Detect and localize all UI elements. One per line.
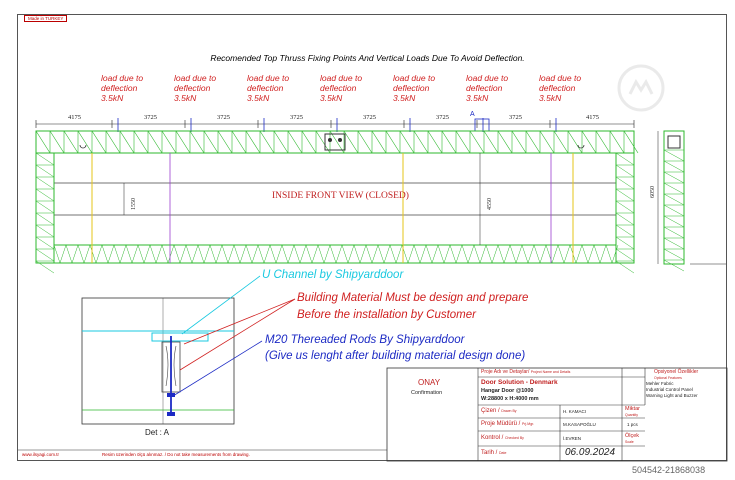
load-annotation: load due to deflection 3.5kN bbox=[539, 73, 582, 103]
project-name: Door Solution - Denmark bbox=[481, 379, 558, 386]
spacing-dimension: 3725 bbox=[144, 114, 157, 121]
option-item: Mehler Fabric bbox=[646, 381, 674, 386]
spacing-dimension: 3725 bbox=[217, 114, 230, 121]
spacing-dimension: 3725 bbox=[363, 114, 376, 121]
load-annotation: load due to deflection 3.5kN bbox=[247, 73, 290, 103]
front-view-label: INSIDE FRONT VIEW (CLOSED) bbox=[272, 191, 409, 201]
scale-label: Ölçek Scale bbox=[625, 433, 640, 444]
date-value: 06.09.2024 bbox=[565, 447, 616, 458]
pm-label: Proje Müdürü / Prj.Mgr. bbox=[481, 421, 535, 427]
building-material-note-1: Building Material Must be design and prepare bbox=[297, 292, 529, 304]
qty-label: Miktar Quantity bbox=[625, 406, 640, 417]
load-annotation: load due to deflection 3.5kN bbox=[101, 73, 144, 103]
project-label: Proje Adı ve Detaylar/ Project Name and Details bbox=[481, 369, 571, 375]
height-dimension: 4550 bbox=[487, 198, 493, 210]
qty-value: 1 pcs bbox=[627, 422, 638, 427]
load-annotation: load due to deflection 3.5kN bbox=[393, 73, 436, 103]
building-material-note-2: Before the installation by Customer bbox=[297, 309, 476, 321]
drawing-headline: Recomended Top Thruss Fixing Points And Vertical Loads Due To Avoid Deflection. bbox=[210, 53, 525, 63]
height-dimension: 6050 bbox=[650, 186, 656, 198]
checked-by-value: İ.EVREN bbox=[563, 436, 582, 441]
height-dimension: 1550 bbox=[131, 198, 137, 210]
rods-note-2: (Give us lenght after building material design done) bbox=[265, 350, 526, 362]
confirmation-label: Confirmation bbox=[411, 390, 443, 396]
pm-value: M.KASAPOĞLU bbox=[563, 422, 596, 427]
load-annotation: load due to deflection 3.5kN bbox=[320, 73, 363, 103]
load-annotation: load due to deflection 3.5kN bbox=[466, 73, 509, 103]
footer-url: www.ilsyagi.com.tr bbox=[22, 452, 60, 457]
spacing-dimension: 3725 bbox=[290, 114, 303, 121]
date-label: Tarih / Date bbox=[481, 450, 507, 456]
load-annotation: load due to deflection 3.5kN bbox=[174, 73, 217, 103]
rods-note-1: M20 Thereaded Rods By Shipyarddoor bbox=[265, 334, 465, 346]
detail-label: Det : A bbox=[145, 428, 170, 437]
spacing-dimension: 4175 bbox=[586, 114, 599, 121]
footer-note: Resim üzerinden ölçü alınmaz. / Do not take measurements from drawing. bbox=[102, 452, 250, 457]
spacing-dimension: 3725 bbox=[509, 114, 522, 121]
detail-marker: A bbox=[470, 111, 475, 118]
spacing-dimension: 4175 bbox=[68, 114, 81, 121]
spacing-dimension: 3725 bbox=[436, 114, 449, 121]
drawn-by-label: Çizen / Drawn By bbox=[481, 408, 517, 414]
options-label: Opsiyonel Özellikler Optional Features bbox=[654, 369, 699, 380]
u-channel-note: U Channel by Shipyarddoor bbox=[262, 269, 404, 281]
option-item: Warning Light and Buzzer bbox=[646, 393, 698, 398]
onay-label: ONAY bbox=[418, 378, 441, 387]
watermark-id: 504542-21868038 bbox=[632, 465, 706, 475]
option-item: Industrial Control Panel bbox=[646, 387, 693, 392]
drawn-by-value: H. KAMACI bbox=[563, 409, 587, 414]
checked-by-label: Kontrol / Checked By bbox=[481, 435, 524, 441]
project-detail-1: Hangar Door @1000 bbox=[481, 388, 534, 394]
made-in-badge: Made in TURKEY bbox=[24, 15, 67, 22]
project-detail-2: W:28800 x H:4000 mm bbox=[481, 396, 539, 402]
